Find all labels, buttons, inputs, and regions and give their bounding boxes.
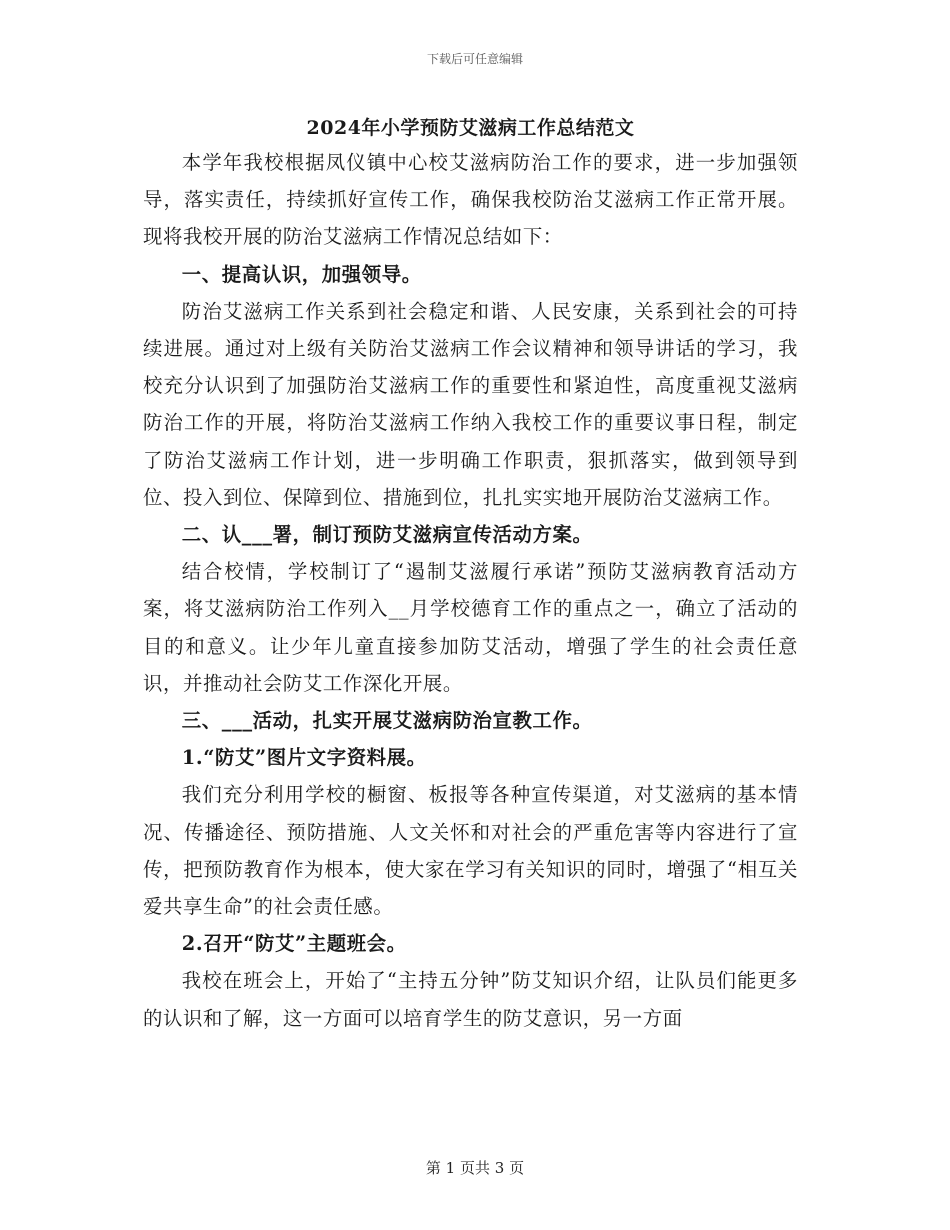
section-heading-2: 二、认___署，制订预防艾滋病宣传活动方案。: [181, 523, 593, 547]
document-title: 2024年小学预防艾滋病工作总结范文: [306, 117, 635, 139]
page-header: 下载后可任意编辑: [426, 52, 523, 66]
paragraph-subsection-3-2: 我校在班会上，开始了“主持五分钟”防艾知识介绍，让队员们能更多的认识和了解，这一方面可以培育学生的防艾意识，另一方面: [143, 969, 798, 1030]
paragraph-section-2: 结合校情，学校制订了“遏制艾滋履行承诺”预防艾滋病教育活动方案，将艾滋病防治工作列入__月学校德育工作的重点之一，确立了活动的目的和意义。让少年儿童直接参加防艾活动，增强了学生的社会责任意识，并推动社会防艾工作深化开展。: [143, 560, 798, 695]
section-heading-3: 三、___活动，扎实开展艾滋病防治宣教工作。: [181, 709, 593, 733]
page-footer: 第 1 页共 3 页: [425, 1159, 525, 1177]
paragraph-section-1: 防治艾滋病工作关系到社会稳定和谐、人民安康，关系到社会的可持续进展。通过对上级有关防治艾滋病工作会议精神和领导讲话的学习，我校充分认识到了加强防治艾滋病工作的重要性和紧迫性，高度重视艾滋病防治工作的开展，将防治艾滋病工作纳入我校工作的重要议事日程，制定了防治艾滋病工作计划，进一步明确工作职责，狠抓落实，做到领导到位、投入到位、保障到位、措施到位，扎扎实实地开展防治艾滋病工作。: [143, 299, 798, 509]
document-body: [143, 112, 798, 1037]
section-heading-1: 一、提高认识，加强领导。: [181, 262, 422, 286]
subsection-heading-3-1: 1.“防艾”图片文字资料展。: [181, 746, 427, 770]
paragraph-intro: 本学年我校根据凤仪镇中心校艾滋病防治工作的要求，进一步加强领导，落实责任，持续抓好宣传工作，确保我校防治艾滋病工作正常开展。现将我校开展的防治艾滋病工作情况总结如下：: [143, 151, 798, 249]
paragraph-subsection-3-1: 我们充分利用学校的橱窗、板报等各种宣传渠道，对艾滋病的基本情况、传播途径、预防措施、人文关怀和对社会的严重危害等内容进行了宣传，把预防教育作为根本，使大家在学习有关知识的同时，增强了“相互关爱共享生命”的社会责任感。: [143, 783, 798, 919]
subsection-heading-3-2: 2.召开“防艾”主题班会。: [181, 932, 407, 956]
